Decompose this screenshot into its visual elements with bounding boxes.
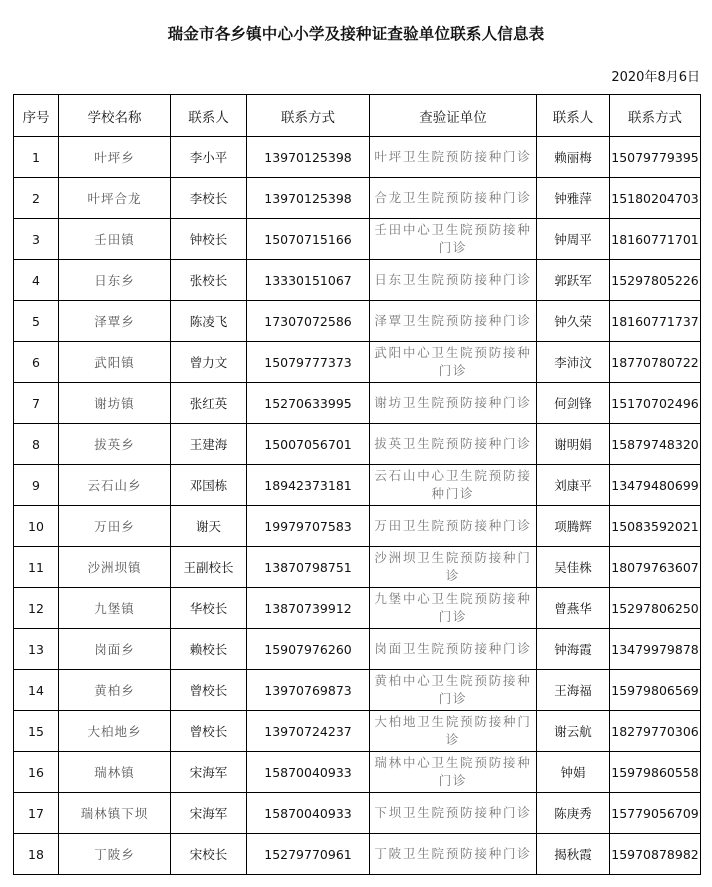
school-contact: 李小平 [171, 137, 247, 178]
school-phone: 13330151067 [247, 260, 370, 301]
unit-contact: 曾燕华 [537, 588, 610, 629]
unit-contact: 钟久荣 [537, 301, 610, 342]
inspection-unit: 沙洲坝卫生院预防接种门诊 [370, 547, 537, 588]
school-phone: 15079777373 [247, 342, 370, 383]
table-row [14, 670, 701, 711]
school-name: 岗面乡 [59, 629, 171, 670]
header-school-name: 学校名称 [59, 95, 171, 137]
school-name: 九堡镇 [59, 588, 171, 629]
inspection-unit: 岗面卫生院预防接种门诊 [370, 629, 537, 670]
unit-phone: 18279770306 [610, 711, 701, 752]
row-seq: 6 [14, 342, 59, 383]
row-seq: 7 [14, 383, 59, 424]
unit-phone: 18079763607 [610, 547, 701, 588]
school-name: 云石山乡 [59, 465, 171, 506]
inspection-unit: 合龙卫生院预防接种门诊 [370, 178, 537, 219]
table-row [14, 711, 701, 752]
inspection-unit: 下坝卫生院预防接种门诊 [370, 793, 537, 834]
table-row [14, 137, 701, 178]
unit-contact: 揭秋霞 [537, 834, 610, 875]
row-seq: 14 [14, 670, 59, 711]
header-seq: 序号 [14, 95, 59, 137]
header-unit-contact: 联系人 [537, 95, 610, 137]
unit-contact: 谢明娟 [537, 424, 610, 465]
school-name: 拔英乡 [59, 424, 171, 465]
row-seq: 12 [14, 588, 59, 629]
inspection-unit: 黄柏中心卫生院预防接种门诊 [370, 670, 537, 711]
school-contact: 王建海 [171, 424, 247, 465]
unit-contact: 谢云航 [537, 711, 610, 752]
unit-phone: 15979806569 [610, 670, 701, 711]
table-row [14, 588, 701, 629]
unit-phone: 15180204703 [610, 178, 701, 219]
school-name: 黄柏乡 [59, 670, 171, 711]
school-phone: 13870739912 [247, 588, 370, 629]
unit-contact: 钟雅萍 [537, 178, 610, 219]
table-row [14, 547, 701, 588]
school-phone: 17307072586 [247, 301, 370, 342]
unit-contact: 吴佳株 [537, 547, 610, 588]
row-seq: 8 [14, 424, 59, 465]
table-row [14, 752, 701, 793]
school-name: 瑞林镇下坝 [59, 793, 171, 834]
school-phone: 15907976260 [247, 629, 370, 670]
school-phone: 13870798751 [247, 547, 370, 588]
contact-table [13, 94, 701, 875]
unit-phone: 15297805226 [610, 260, 701, 301]
inspection-unit: 大柏地卫生院预防接种门诊 [370, 711, 537, 752]
school-name: 日东乡 [59, 260, 171, 301]
inspection-unit: 丁陂卫生院预防接种门诊 [370, 834, 537, 875]
header-school-contact: 联系人 [171, 95, 247, 137]
unit-phone: 15079779395 [610, 137, 701, 178]
school-contact: 宋海军 [171, 793, 247, 834]
table-row [14, 178, 701, 219]
inspection-unit: 云石山中心卫生院预防接种门诊 [370, 465, 537, 506]
school-name: 沙洲坝镇 [59, 547, 171, 588]
school-contact: 谢天 [171, 506, 247, 547]
row-seq: 17 [14, 793, 59, 834]
unit-contact: 刘康平 [537, 465, 610, 506]
unit-contact: 钟海霞 [537, 629, 610, 670]
inspection-unit: 日东卫生院预防接种门诊 [370, 260, 537, 301]
unit-phone: 15979860558 [610, 752, 701, 793]
unit-phone: 15297806250 [610, 588, 701, 629]
school-phone: 15870040933 [247, 793, 370, 834]
school-contact: 宋校长 [171, 834, 247, 875]
school-contact: 张校长 [171, 260, 247, 301]
unit-contact: 何剑锋 [537, 383, 610, 424]
school-contact: 曾力文 [171, 342, 247, 383]
row-seq: 2 [14, 178, 59, 219]
school-phone: 13970125398 [247, 178, 370, 219]
inspection-unit: 武阳中心卫生院预防接种门诊 [370, 342, 537, 383]
school-phone: 13970769873 [247, 670, 370, 711]
row-seq: 11 [14, 547, 59, 588]
inspection-unit: 泽覃卫生院预防接种门诊 [370, 301, 537, 342]
school-contact: 邓国栋 [171, 465, 247, 506]
table-row [14, 424, 701, 465]
table-row [14, 260, 701, 301]
inspection-unit: 瑞林中心卫生院预防接种门诊 [370, 752, 537, 793]
unit-phone: 18770780722 [610, 342, 701, 383]
school-contact: 钟校长 [171, 219, 247, 260]
document-date: 2020年8月6日 [611, 70, 700, 85]
school-phone: 13970724237 [247, 711, 370, 752]
header-inspection-unit: 查验证单位 [370, 95, 537, 137]
header-school-phone: 联系方式 [247, 95, 370, 137]
row-seq: 13 [14, 629, 59, 670]
unit-contact: 钟娟 [537, 752, 610, 793]
school-phone: 15007056701 [247, 424, 370, 465]
school-name: 壬田镇 [59, 219, 171, 260]
table-row [14, 342, 701, 383]
school-phone: 15270633995 [247, 383, 370, 424]
school-name: 叶坪合龙 [59, 178, 171, 219]
row-seq: 18 [14, 834, 59, 875]
unit-phone: 15879748320 [610, 424, 701, 465]
school-name: 武阳镇 [59, 342, 171, 383]
table-row [14, 465, 701, 506]
inspection-unit: 拔英卫生院预防接种门诊 [370, 424, 537, 465]
school-phone: 15070715166 [247, 219, 370, 260]
table-header-row [14, 95, 701, 137]
school-name: 丁陂乡 [59, 834, 171, 875]
table-row [14, 834, 701, 875]
table-row [14, 629, 701, 670]
row-seq: 10 [14, 506, 59, 547]
unit-contact: 项腾辉 [537, 506, 610, 547]
table-row [14, 219, 701, 260]
school-contact: 华校长 [171, 588, 247, 629]
unit-phone: 18160771737 [610, 301, 701, 342]
row-seq: 16 [14, 752, 59, 793]
inspection-unit: 壬田中心卫生院预防接种门诊 [370, 219, 537, 260]
table-row [14, 793, 701, 834]
school-name: 万田乡 [59, 506, 171, 547]
school-contact: 宋海军 [171, 752, 247, 793]
unit-contact: 钟周平 [537, 219, 610, 260]
unit-phone: 18160771701 [610, 219, 701, 260]
table-row [14, 383, 701, 424]
unit-contact: 王海福 [537, 670, 610, 711]
inspection-unit: 万田卫生院预防接种门诊 [370, 506, 537, 547]
unit-phone: 13479480699 [610, 465, 701, 506]
school-phone: 18942373181 [247, 465, 370, 506]
row-seq: 9 [14, 465, 59, 506]
school-name: 泽覃乡 [59, 301, 171, 342]
school-phone: 15870040933 [247, 752, 370, 793]
school-name: 大柏地乡 [59, 711, 171, 752]
table-row [14, 301, 701, 342]
school-name: 瑞林镇 [59, 752, 171, 793]
row-seq: 15 [14, 711, 59, 752]
school-name: 谢坊镇 [59, 383, 171, 424]
row-seq: 1 [14, 137, 59, 178]
unit-contact: 李沛汶 [537, 342, 610, 383]
row-seq: 5 [14, 301, 59, 342]
header-unit-phone: 联系方式 [610, 95, 701, 137]
school-phone: 15279770961 [247, 834, 370, 875]
table-row [14, 506, 701, 547]
unit-contact: 陈庚秀 [537, 793, 610, 834]
row-seq: 4 [14, 260, 59, 301]
inspection-unit: 谢坊卫生院预防接种门诊 [370, 383, 537, 424]
school-phone: 13970125398 [247, 137, 370, 178]
unit-contact: 郭跃军 [537, 260, 610, 301]
unit-phone: 15779056709 [610, 793, 701, 834]
inspection-unit: 九堡中心卫生院预防接种门诊 [370, 588, 537, 629]
school-contact: 陈凌飞 [171, 301, 247, 342]
unit-contact: 赖丽梅 [537, 137, 610, 178]
unit-phone: 15170702496 [610, 383, 701, 424]
document-title: 瑞金市各乡镇中心小学及接种证查验单位联系人信息表 [167, 25, 545, 43]
school-contact: 张红英 [171, 383, 247, 424]
unit-phone: 13479979878 [610, 629, 701, 670]
school-contact: 李校长 [171, 178, 247, 219]
school-contact: 赖校长 [171, 629, 247, 670]
unit-phone: 15970878982 [610, 834, 701, 875]
school-phone: 19979707583 [247, 506, 370, 547]
school-contact: 曾校长 [171, 711, 247, 752]
school-contact: 曾校长 [171, 670, 247, 711]
inspection-unit: 叶坪卫生院预防接种门诊 [370, 137, 537, 178]
table-body [14, 137, 701, 875]
school-name: 叶坪乡 [59, 137, 171, 178]
school-contact: 王副校长 [171, 547, 247, 588]
unit-phone: 15083592021 [610, 506, 701, 547]
row-seq: 3 [14, 219, 59, 260]
